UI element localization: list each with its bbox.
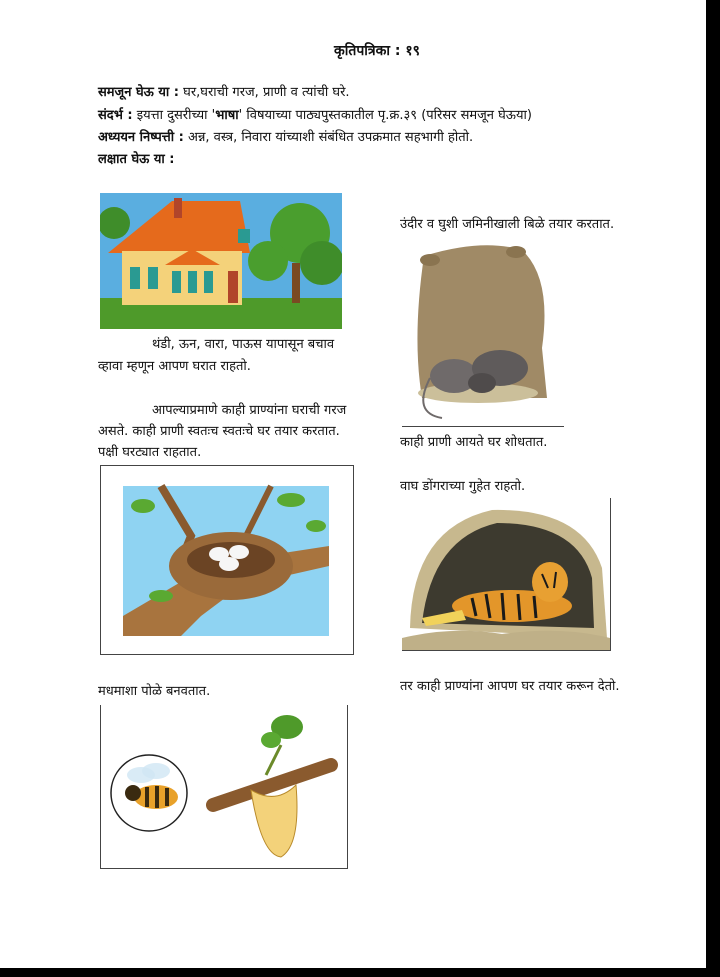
- outcome-text: अन्न, वस्त्र, निवारा यांच्याशी संबंधित उपक्रमात सहभागी होतो.: [188, 130, 474, 145]
- outcome-label: अध्ययन निष्पत्ती :: [98, 130, 184, 145]
- animals-line-3: पक्षी घरट्यात राहतात.: [98, 445, 202, 460]
- reference-text-1: इयत्ता दुसरीच्या ': [136, 108, 216, 123]
- bees-text: मधमाशा पोळे बनवतात.: [98, 684, 211, 699]
- rats-text: उंदीर व घुशी जमिनीखाली बिळे तयार करतात.: [400, 217, 615, 232]
- reference-text-2: ' विषयाच्या पाठ्यपुस्तकातील पृ.क्र.३९ (परिसर समजून घेऊया): [238, 108, 532, 123]
- understand-text: घर,घराची गरज, प्राणी व त्यांची घरे.: [183, 85, 350, 100]
- ready-home-text: काही प्राणी आयते घर शोधतात.: [400, 435, 548, 450]
- house-illustration: [100, 193, 342, 329]
- we-build-text: तर काही प्राण्यांना आपण घर तयार करून देतो.: [400, 679, 620, 694]
- nest-illustration: [100, 465, 354, 655]
- outcome-line: [98, 129, 473, 147]
- house-line-2: व्हावा म्हणून आपण घरात राहतो.: [98, 359, 251, 374]
- reference-bold: भाषा: [215, 108, 239, 123]
- note-label: लक्षात घेऊ या :: [98, 152, 175, 167]
- understand-label: समजून घेऊ या :: [98, 85, 179, 100]
- reference-label: संदर्भ :: [98, 108, 133, 123]
- animals-line-1: आपल्याप्रमाणे काही प्राण्यांना घराची गरज: [152, 403, 347, 418]
- tiger-text: वाघ डोंगराच्या गुहेत राहतो.: [400, 479, 526, 494]
- house-line-1: थंडी, ऊन, वारा, पाऊस यापासून बचाव: [152, 337, 335, 352]
- animals-line-2: असते. काही प्राणी स्वतःच स्वतःचे घर तयार करतात.: [98, 424, 340, 439]
- reference-line: [98, 107, 532, 125]
- rats-illustration: [402, 238, 564, 427]
- page-title: कृतिपत्रिका : १९: [334, 43, 420, 59]
- tiger-cave-illustration: [402, 498, 611, 651]
- understand-line: [98, 84, 350, 102]
- bee-hive-illustration: [100, 705, 348, 869]
